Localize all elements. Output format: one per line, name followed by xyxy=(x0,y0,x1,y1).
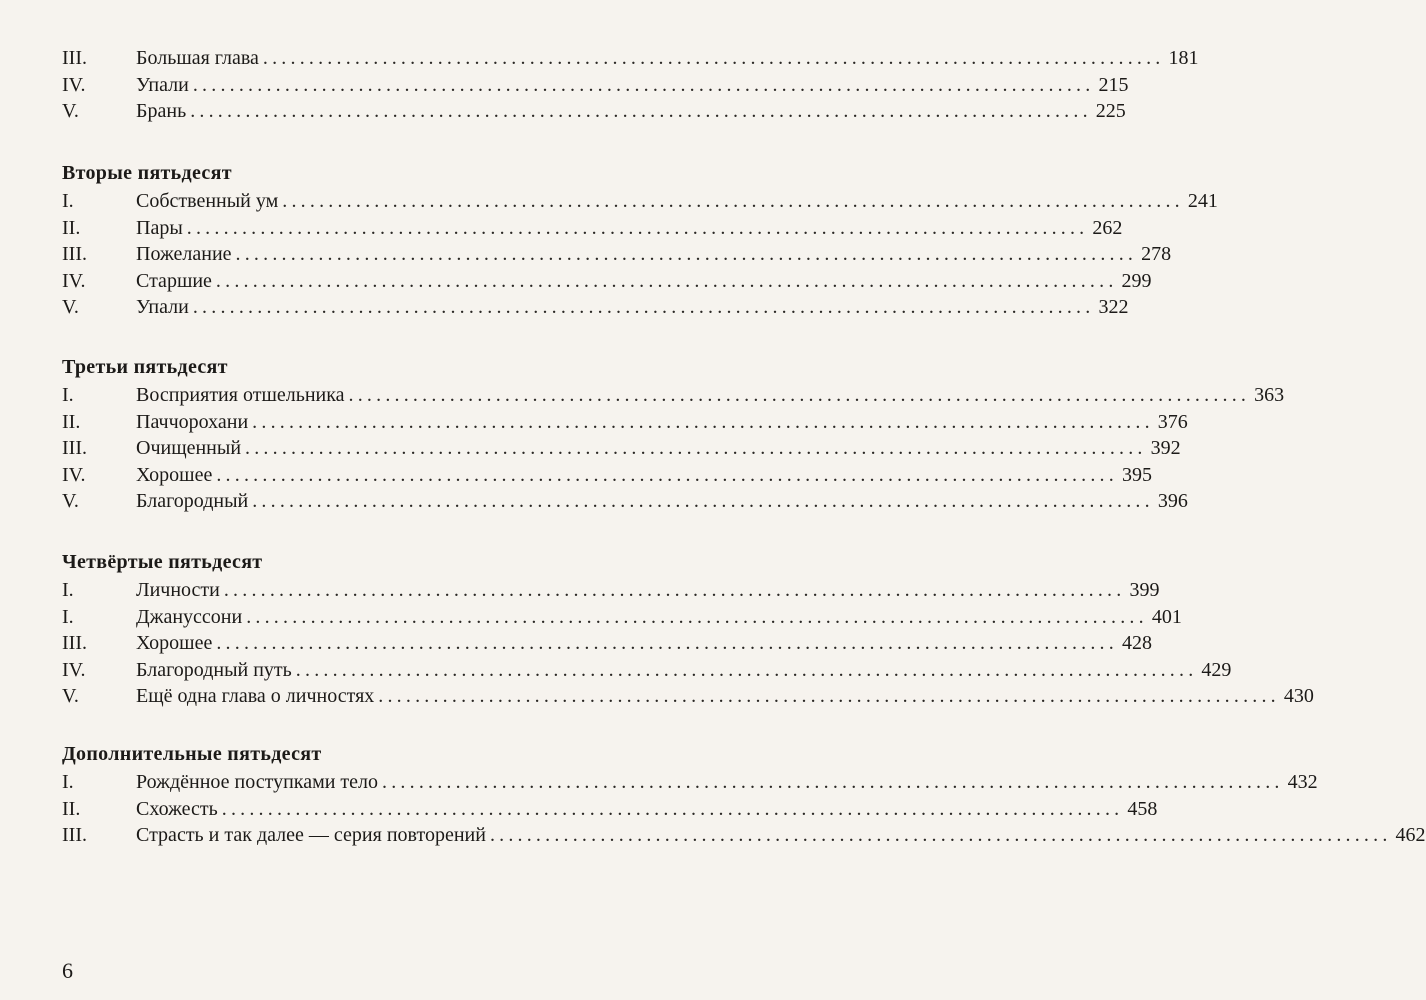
entry-page-number: 241 xyxy=(1187,190,1218,212)
toc-section-continued xyxy=(62,45,1199,125)
dot-leader: .................................................................................................. xyxy=(252,490,1154,512)
entry-title: Большая глава xyxy=(136,47,259,69)
dot-leader: .................................................................................................. xyxy=(235,243,1138,265)
entry-number: I. xyxy=(62,190,74,212)
entry-title: Джанусcони xyxy=(136,605,243,628)
entry-page-number: 396 xyxy=(1157,490,1188,512)
entry-title: Благородный xyxy=(136,490,249,512)
toc-entry xyxy=(62,577,1160,604)
entry-page-number: 215 xyxy=(1098,73,1129,96)
toc-entry xyxy=(62,382,1285,409)
entry-title: Хорошее xyxy=(136,632,213,654)
entry-title: Пожелание xyxy=(136,243,232,265)
toc-entry xyxy=(62,488,1188,515)
entry-page-number: 462 xyxy=(1395,824,1426,846)
entry-title: Собственный ум xyxy=(136,190,279,212)
toc-entry xyxy=(62,462,1152,489)
entry-number: V. xyxy=(62,685,79,707)
entry-number: V. xyxy=(62,490,79,512)
entry-number: IV. xyxy=(62,269,86,292)
entry-page-number: 430 xyxy=(1283,685,1314,707)
entry-title: Упали xyxy=(136,73,189,96)
entry-number: III. xyxy=(62,437,87,459)
entry-page-number: 322 xyxy=(1098,296,1129,318)
entry-page-number: 395 xyxy=(1121,463,1152,486)
entry-page-number: 432 xyxy=(1287,771,1318,793)
entry-number: V. xyxy=(62,100,79,122)
entry-page-number: 376 xyxy=(1157,410,1188,433)
dot-leader: .................................................................................................. xyxy=(216,463,1118,486)
section-heading: Четвёртые пятьдесят xyxy=(62,551,263,573)
dot-leader: .................................................................................................. xyxy=(190,100,1092,122)
entry-title: Брань xyxy=(136,100,187,122)
dot-leader: .................................................................................................. xyxy=(223,579,1126,601)
entry-number: III. xyxy=(62,824,87,846)
dot-leader: .................................................................................................. xyxy=(489,824,1392,846)
toc-entry xyxy=(62,769,1318,796)
toc-entry xyxy=(62,409,1188,436)
entry-title: Очищенный xyxy=(136,437,242,459)
entry-number: I. xyxy=(62,771,74,793)
entry-title: Пары xyxy=(136,216,183,239)
entry-page-number: 278 xyxy=(1141,243,1172,265)
section-heading: Вторые пятьдесят xyxy=(62,162,232,184)
entry-number: III. xyxy=(62,243,87,265)
dot-leader: .................................................................................................. xyxy=(295,658,1198,681)
dot-leader: .................................................................................................. xyxy=(262,47,1165,69)
entry-title: Восприятия отшельника xyxy=(136,384,345,406)
entry-number: II. xyxy=(62,216,81,239)
entry-page-number: 181 xyxy=(1168,47,1199,69)
toc-entry xyxy=(62,657,1232,684)
dot-leader: .................................................................................................. xyxy=(186,216,1089,239)
entry-number: I. xyxy=(62,605,74,628)
entry-title: Ещё одна глава о личностях xyxy=(136,685,375,707)
dot-leader: .................................................................................................. xyxy=(192,73,1095,96)
entry-number: I. xyxy=(62,384,74,406)
dot-leader: .................................................................................................. xyxy=(221,797,1124,820)
entry-number: III. xyxy=(62,632,87,654)
section-heading: Дополнительные пятьдесят xyxy=(62,743,322,765)
dot-leader: .................................................................................................. xyxy=(215,269,1118,292)
toc-entry xyxy=(62,683,1314,710)
entry-title: Старшие xyxy=(136,269,212,292)
entry-page-number: 399 xyxy=(1129,579,1160,601)
dot-leader: .................................................................................................. xyxy=(378,685,1280,707)
toc-entry xyxy=(62,796,1158,823)
entry-number: IV. xyxy=(62,658,86,681)
entry-page-number: 363 xyxy=(1254,384,1285,406)
entry-number: IV. xyxy=(62,73,86,96)
entry-title: Паччорохани xyxy=(136,410,249,433)
toc-entry xyxy=(62,45,1199,72)
toc-entry xyxy=(62,294,1129,321)
toc-entry xyxy=(62,98,1126,125)
dot-leader: .................................................................................................. xyxy=(216,632,1118,654)
entry-page-number: 429 xyxy=(1201,658,1232,681)
toc-section-fourth-fifty xyxy=(62,549,1314,710)
entry-page-number: 458 xyxy=(1127,797,1158,820)
entry-title: Схожесть xyxy=(136,797,218,820)
entry-number: II. xyxy=(62,410,81,433)
dot-leader: .................................................................................................. xyxy=(282,190,1184,212)
entry-number: V. xyxy=(62,296,79,318)
toc-section-second-fifty xyxy=(62,160,1218,321)
dot-leader: .................................................................................................. xyxy=(246,605,1148,628)
dot-leader: .................................................................................................. xyxy=(382,771,1284,793)
toc-entry xyxy=(62,72,1129,99)
toc-entry xyxy=(62,241,1172,268)
toc-entry xyxy=(62,215,1123,242)
toc-entry xyxy=(62,268,1152,295)
section-heading: Третьи пятьдесят xyxy=(62,356,228,378)
entry-title: Личности xyxy=(136,579,220,601)
toc-section-third-fifty xyxy=(62,354,1285,515)
entry-number: I. xyxy=(62,579,74,601)
entry-number: IV. xyxy=(62,463,86,486)
entry-page-number: 299 xyxy=(1121,269,1152,292)
page-folio: 6 xyxy=(62,958,73,983)
entry-number: III. xyxy=(62,47,87,69)
entry-page-number: 262 xyxy=(1092,216,1123,239)
entry-number: II. xyxy=(62,797,81,820)
toc-entry xyxy=(62,435,1181,462)
entry-page-number: 225 xyxy=(1095,100,1126,122)
dot-leader: .................................................................................................. xyxy=(245,437,1147,459)
entry-page-number: 392 xyxy=(1150,437,1181,459)
entry-page-number: 401 xyxy=(1151,605,1182,628)
entry-title: Хорошее xyxy=(136,463,213,486)
toc-entry xyxy=(62,630,1152,657)
dot-leader: .................................................................................................. xyxy=(252,410,1154,433)
entry-title: Упали xyxy=(136,296,189,318)
entry-title: Страсть и так далее — серия повторений xyxy=(136,824,486,846)
toc-entry xyxy=(62,188,1218,215)
entry-page-number: 428 xyxy=(1121,632,1152,654)
toc-entry xyxy=(62,822,1426,849)
entry-title: Рождённое поступками тело xyxy=(136,771,379,793)
toc-entry xyxy=(62,604,1182,631)
dot-leader: .................................................................................................. xyxy=(348,384,1251,406)
toc-section-additional-fifty xyxy=(62,741,1426,849)
entry-title: Благородный путь xyxy=(136,658,292,681)
dot-leader: .................................................................................................. xyxy=(192,296,1095,318)
